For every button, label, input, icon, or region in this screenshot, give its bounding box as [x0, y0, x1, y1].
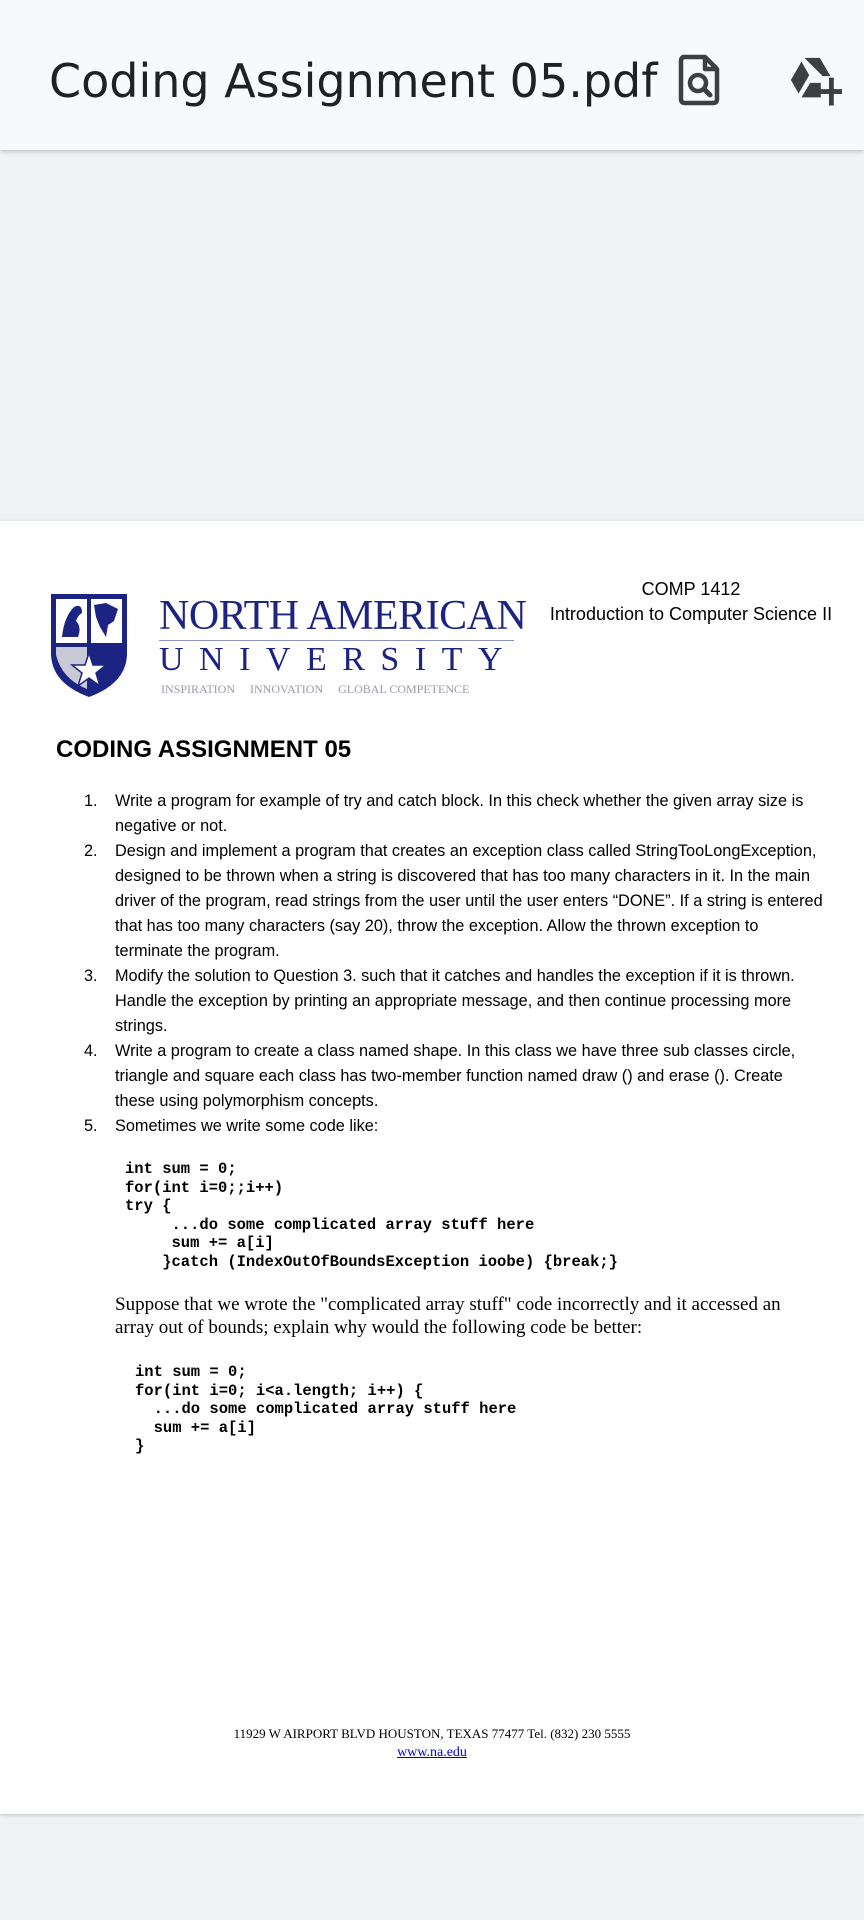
logo-tagline: INSPIRATION INNOVATION GLOBAL COMPETENCE — [161, 682, 470, 696]
list-item — [84, 789, 824, 839]
question-text: Write a program for example of try and catch block. In this check whether the given array size is negative or not. — [115, 792, 804, 835]
logo-name-line2: UNIVERSITY — [159, 641, 518, 678]
footer-address: 11929 W AIRPORT BLVD HOUSTON, TEXAS 77477 Tel. (832) 230 5555 — [233, 1726, 631, 1741]
document-search-icon — [677, 54, 721, 106]
document-title: Coding Assignment 05.pdf — [49, 54, 658, 108]
list-item — [84, 1114, 824, 1139]
explanation-paragraph: Suppose that we wrote the "complicated array stuff" code incorrectly and it accessed an array out of bounds; explain why would the following code be better: — [115, 1294, 781, 1338]
question-text: Write a program to create a class named shape. In this class we have three sub classes circle, triangle and square each class has two-member function named draw () and erase (). Create these using polymorphism concepts. — [115, 1042, 796, 1110]
university-crest-icon — [48, 591, 130, 699]
list-item — [84, 1039, 824, 1114]
app-bar — [0, 0, 864, 150]
course-name: Introduction to Computer Science II — [549, 604, 833, 624]
question-number: 2. — [84, 842, 98, 860]
page-footer — [0, 1725, 864, 1762]
footer-website-link[interactable]: www.na.edu — [397, 1745, 467, 1760]
question-number: 3. — [84, 967, 98, 985]
course-info — [526, 577, 856, 627]
question-text: Modify the solution to Question 3. such that it catches and handles the exception if it is thrown. Handle the exception by printing an appropriate message, and then continue processing more strings. — [115, 967, 795, 1035]
logo-name-line1: NORTH AMERICAN — [159, 593, 527, 639]
question-number: 5. — [84, 1117, 98, 1135]
drive-add-icon — [788, 54, 842, 106]
question-number: 1. — [84, 792, 98, 810]
question-text: Sometimes we write some code like: — [115, 1117, 379, 1135]
question-number: 4. — [84, 1042, 98, 1060]
question-text: Design and implement a program that creates an exception class called StringTooLongException, designed to be thrown when a string is discovered that has too many characters in it. In the main driver of the program, read strings from the user until the user enters “DONE”. If a string is entered that has too many characters (say 20), throw the exception. Allow the thrown exception to terminate the program. — [115, 842, 823, 960]
list-item — [84, 839, 824, 964]
pdf-page[interactable] — [0, 521, 864, 1814]
add-to-drive-button[interactable] — [788, 50, 842, 110]
assignment-heading: CODING ASSIGNMENT 05 — [56, 736, 352, 763]
university-logo — [48, 591, 527, 706]
course-code: COMP 1412 — [641, 579, 741, 599]
code-block-1: int sum = 0; for(int i=0;;i++) try { ...do some complicated array stuff here sum += a[i] }catch (IndexOutOfBoundsException ioobe) {break;} — [125, 1160, 618, 1271]
document-search-button[interactable] — [672, 50, 726, 110]
list-item — [84, 964, 824, 1039]
question-list — [84, 789, 824, 1139]
code-block-2: int sum = 0; for(int i=0; i<a.length; i++) { ...do some complicated array stuff here sum += a[i] } — [135, 1363, 517, 1455]
